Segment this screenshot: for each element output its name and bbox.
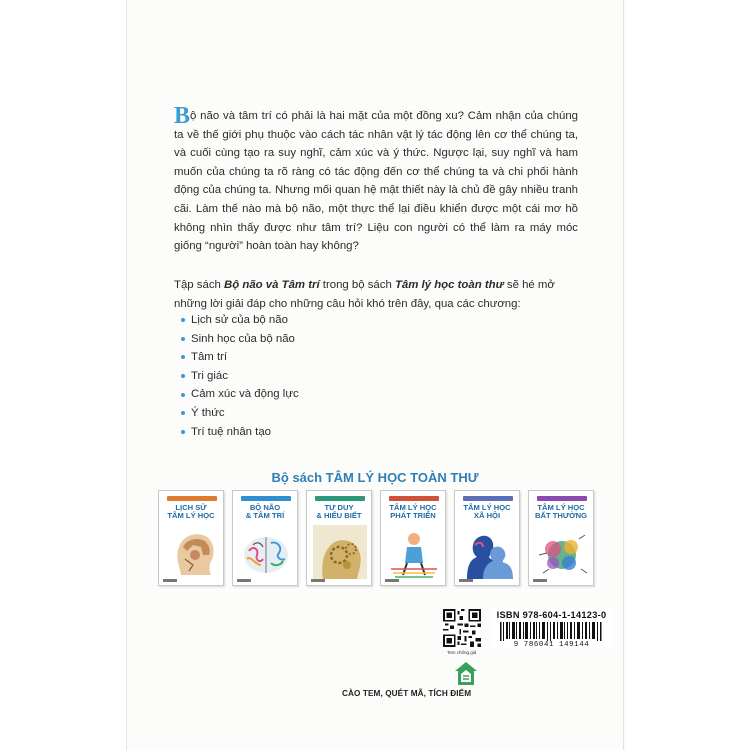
qr-label: Tem chống giả bbox=[447, 650, 477, 655]
series-title: Bộ sách TÂM LÝ HỌC TOÀN THƯ bbox=[271, 470, 479, 485]
publisher-logo-icon bbox=[454, 661, 478, 687]
cover-title-line2: & TÂM TRÍ bbox=[245, 511, 285, 521]
cover-title-line1: TÂM LÝ HỌC bbox=[463, 503, 511, 512]
book-cover-brain bbox=[232, 490, 298, 586]
qr-code-icon bbox=[443, 609, 481, 647]
bullet-icon bbox=[181, 393, 185, 397]
cover-title bbox=[531, 504, 591, 521]
chapter-label: Sinh học của bộ não bbox=[191, 332, 295, 345]
head-icon bbox=[165, 525, 219, 579]
isbn-text: ISBN 978-604-1-14123-0 bbox=[496, 610, 607, 620]
cover-title bbox=[457, 504, 517, 521]
bullet-icon bbox=[181, 337, 185, 341]
cover-band bbox=[315, 496, 365, 501]
drop-cap: B bbox=[174, 103, 191, 129]
series-intro-part1: Tập sách bbox=[174, 279, 225, 291]
cover-title bbox=[383, 504, 443, 521]
bullet-icon bbox=[181, 374, 185, 378]
book-cover-thinking bbox=[306, 490, 372, 586]
cover-title-line1: TÂM LÝ HỌC bbox=[389, 503, 437, 512]
book-cover-development bbox=[380, 490, 446, 586]
series-name: Tâm lý học toàn thư bbox=[394, 279, 504, 291]
chapter-item bbox=[181, 330, 299, 349]
cover-title bbox=[309, 504, 369, 521]
cover-band bbox=[537, 496, 587, 501]
cover-title-line2: TÂM LÝ HỌC bbox=[167, 511, 215, 521]
chapter-label: Trí tuệ nhân tạo bbox=[191, 425, 271, 438]
cover-publisher-mark bbox=[311, 579, 325, 582]
intro-text: ộ não và tâm trí có phải là hai mặt của một đồng xu? Cảm nhận của chúng ta về thế giới phụ thuộc vào cách tác nhân vật lý tác động lên cơ thể chúng ta, và cuối cùng tạo ra suy nghĩ, cảm xúc và ý thức. Ngược lại, suy nghĩ và ham muốn của chúng ta rõ ràng có tác động đến cơ thể chúng ta và chi phối hành động của chúng ta. Nhưng mối quan hệ mật thiết này là chủ đề gây nhiều tranh cãi. Làm thế nào mà bộ não, một thực thể lại điều khiển được một cái mơ hồ không nhìn thấy được như tâm trí? Liệu con người có thể làm ra máy móc giống “người” hoàn toàn hay không? bbox=[174, 110, 578, 253]
intro-paragraph bbox=[174, 103, 578, 256]
cover-publisher-mark bbox=[237, 579, 251, 582]
chapter-label: Lịch sử của bộ não bbox=[191, 314, 288, 326]
barcode-icon bbox=[500, 622, 603, 642]
cover-title bbox=[161, 504, 221, 521]
cover-publisher-mark bbox=[385, 579, 399, 582]
cover-title-line1: TÂM LÝ HỌC bbox=[537, 503, 585, 512]
chapter-item bbox=[181, 348, 299, 367]
book-cover-history bbox=[158, 490, 224, 586]
series-intro-part2: trong bộ sách bbox=[319, 279, 395, 291]
chapter-label: Tâm trí bbox=[191, 351, 228, 364]
cover-title bbox=[235, 504, 295, 521]
cover-band bbox=[241, 496, 291, 501]
chapter-label: Cảm xúc và động lực bbox=[191, 388, 299, 401]
series-intro-part3: sẽ hé mở những lời giải đáp cho những câu hỏi khó trên đây, qua các chương: bbox=[174, 279, 555, 310]
series-intro-paragraph bbox=[174, 276, 578, 313]
book-title: Bộ não và Tâm trí bbox=[224, 279, 320, 291]
cover-publisher-mark bbox=[459, 579, 473, 582]
chapter-item bbox=[181, 423, 299, 442]
ean-digits: 9 786041 149144 bbox=[492, 641, 611, 649]
cover-title-line1: BỘ NÃO bbox=[249, 503, 281, 512]
bullet-icon bbox=[181, 411, 185, 415]
chapter-list bbox=[181, 311, 299, 441]
splash-icon bbox=[535, 525, 589, 579]
chapter-item bbox=[181, 385, 299, 404]
brain-icon bbox=[239, 525, 293, 579]
scan-label: CÀO TEM, QUÉT MÃ, TÍCH ĐIỂM bbox=[342, 689, 472, 698]
child-icon bbox=[387, 525, 441, 579]
cover-band bbox=[389, 496, 439, 501]
cover-band bbox=[463, 496, 513, 501]
book-cover-social bbox=[454, 490, 520, 586]
cover-publisher-mark bbox=[163, 579, 177, 582]
bullet-icon bbox=[181, 318, 185, 322]
gear-head-icon bbox=[313, 525, 367, 579]
cover-title-line1: LỊCH SỬ bbox=[175, 503, 207, 512]
chapter-item bbox=[181, 367, 299, 386]
cover-title-line2: & HIỂU BIẾT bbox=[316, 511, 362, 521]
isbn-barcode bbox=[492, 608, 611, 649]
chapter-item bbox=[181, 404, 299, 423]
cover-band bbox=[167, 496, 217, 501]
chapter-label: Ý thức bbox=[191, 406, 225, 419]
bullet-icon bbox=[181, 355, 185, 359]
book-cover-abnormal bbox=[528, 490, 594, 586]
cover-title-line1: TƯ DUY bbox=[324, 503, 354, 512]
bullet-icon bbox=[181, 430, 185, 434]
silhouette-icon bbox=[461, 525, 515, 579]
cover-publisher-mark bbox=[533, 579, 547, 582]
cover-title-line2: BẤT THƯỜNG bbox=[534, 511, 587, 521]
chapter-item bbox=[181, 311, 299, 330]
chapter-label: Tri giác bbox=[191, 369, 228, 382]
cover-title-line2: XÃ HỘI bbox=[473, 511, 501, 521]
cover-title-line2: PHÁT TRIỂN bbox=[390, 511, 436, 521]
